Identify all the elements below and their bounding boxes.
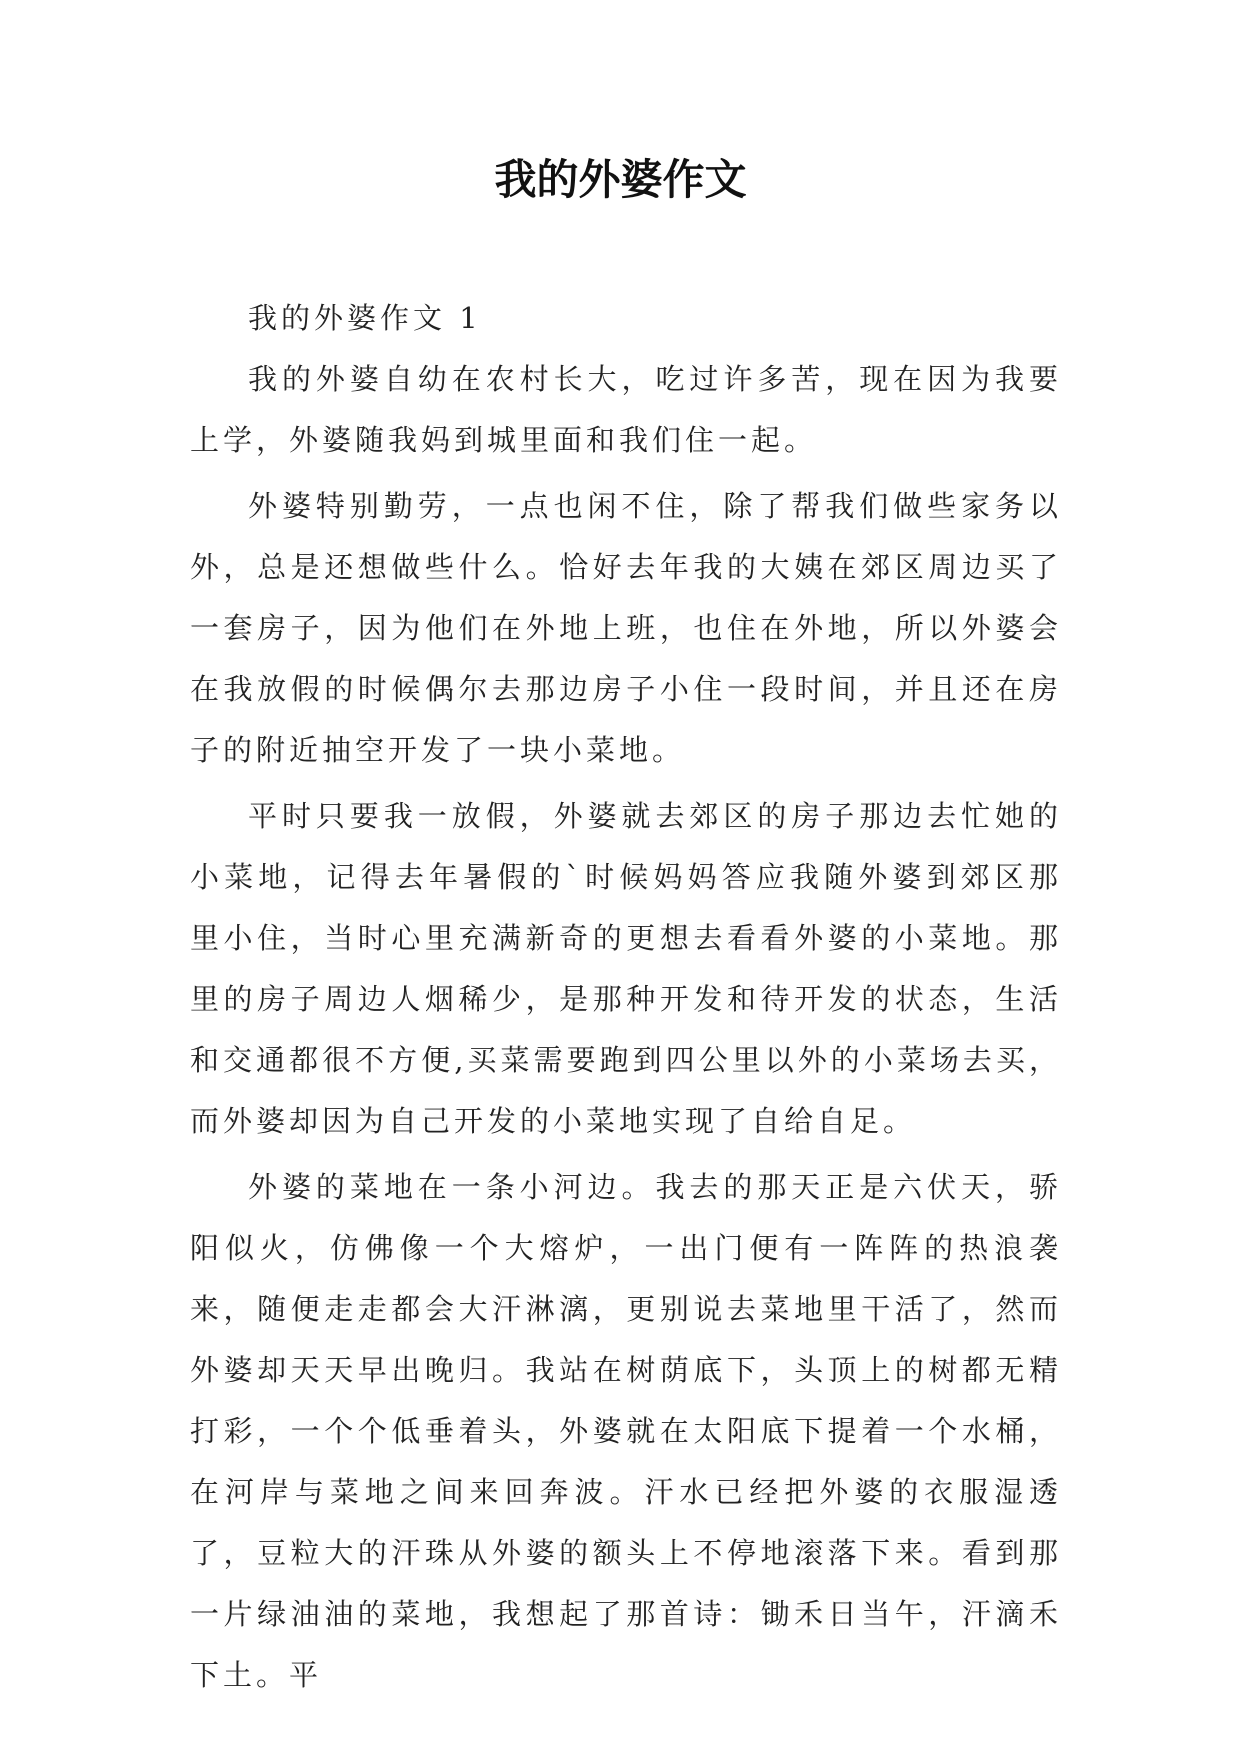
document-title: 我的外婆作文 bbox=[494, 155, 747, 204]
section-heading: 我的外婆作文 1 bbox=[248, 301, 482, 335]
document-body bbox=[190, 288, 1062, 1711]
paragraph: 外婆的菜地在一条小河边。我去的那天正是六伏天，骄阳似火，仿佛像一个大熔炉，一出门便有一阵阵的热浪袭来，随便走走都会大汗淋漓，更别说去菜地里干活了，然而外婆却天天早出晚归。我站在树荫底下，头顶上的树都无精打彩，一个个低垂着头，外婆就在太阳底下提着一个水桶，在河岸与菜地之间来回奔波。汗水已经把外婆的衣服湿透了，豆粒大的汗珠从外婆的额头上不停地滚落下来。看到那一片绿油油的菜地，我想起了那首诗：锄禾日当午，汗滴禾下土。平 bbox=[190, 1170, 1062, 1692]
paragraph: 外婆特别勤劳，一点也闲不住，除了帮我们做些家务以外，总是还想做些什么。恰好去年我的大姨在郊区周边买了一套房子，因为他们在外地上班，也住在外地，所以外婆会在我放假的时候偶尔去那边房子小住一段时间，并且还在房子的附近抽空开发了一块小菜地。 bbox=[190, 489, 1062, 767]
paragraph: 我的外婆自幼在农村长大，吃过许多苦，现在因为我要上学，外婆随我妈到城里面和我们住一起。 bbox=[190, 362, 1062, 457]
paragraph: 平时只要我一放假，外婆就去郊区的房子那边去忙她的小菜地，记得去年暑假的`时候妈妈答应我随外婆到郊区那里小住，当时心里充满新奇的更想去看看外婆的小菜地。那里的房子周边人烟稀少，是那种开发和待开发的状态，生活和交通都很不方便,买菜需要跑到四公里以外的小菜场去买，而外婆却因为自己开发的小菜地实现了自给自足。 bbox=[190, 799, 1062, 1138]
